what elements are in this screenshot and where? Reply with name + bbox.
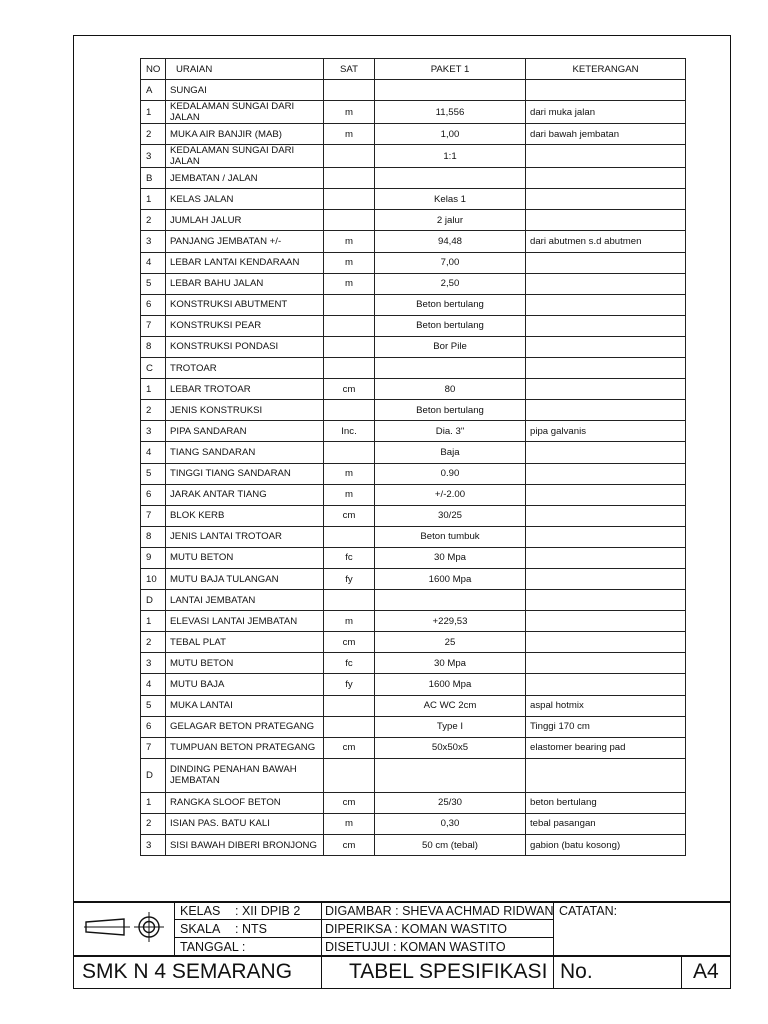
cell-paket: Bor Pile [375,336,526,357]
cell-sat [324,80,375,101]
cell-uraian: TROTOAR [166,358,324,379]
cell-paket: 1600 Mpa [375,674,526,695]
cell-keterangan [526,210,686,231]
cell-keterangan: dari abutmen s.d abutmen [526,231,686,252]
cell-uraian: KELAS JALAN [166,189,324,210]
cell-keterangan: dari bawah jembatan [526,124,686,145]
cell-keterangan [526,653,686,674]
diperiksa-field: DIPERIKSA : KOMAN WASTITO [325,922,507,936]
cell-uraian: TUMPUAN BETON PRATEGANG [166,737,324,758]
cell-keterangan [526,358,686,379]
cell-no: D [141,758,166,792]
cell-uraian: MUTU BETON [166,547,324,568]
cell-paket: Beton bertulang [375,400,526,421]
table-body [141,80,686,856]
cell-keterangan: aspal hotmix [526,695,686,716]
cell-no: 5 [141,695,166,716]
kelas-value: : XII DPIB 2 [235,904,301,918]
cell-paket: 1600 Mpa [375,568,526,589]
cell-uraian: LEBAR TROTOAR [166,379,324,400]
cell-paket: 50 cm (tebal) [375,835,526,856]
cell-paket: 25/30 [375,792,526,813]
cell-paket: 2,50 [375,273,526,294]
table-row [141,294,686,315]
cell-sat [324,695,375,716]
cell-keterangan [526,145,686,168]
cell-uraian: RANGKA SLOOF BETON [166,792,324,813]
cell-sat: cm [324,379,375,400]
cell-keterangan [526,189,686,210]
cell-no: B [141,168,166,189]
cell-paket: 30 Mpa [375,653,526,674]
cell-sat [324,189,375,210]
table-row [141,653,686,674]
table-row [141,484,686,505]
cell-uraian: MUTU BAJA TULANGAN [166,568,324,589]
cell-paket [375,590,526,611]
cell-paket: 30 Mpa [375,547,526,568]
cell-no: 2 [141,400,166,421]
table-row [141,231,686,252]
disetujui-field: DISETUJUI : KOMAN WASTITO [325,940,506,954]
cell-paket: 11,556 [375,101,526,124]
cell-sat [324,168,375,189]
cell-keterangan [526,315,686,336]
cell-keterangan [526,273,686,294]
cell-paket: Kelas 1 [375,189,526,210]
cell-no: 3 [141,421,166,442]
table-row [141,336,686,357]
cell-paket: 0.90 [375,463,526,484]
table-row [141,124,686,145]
cell-paket: 80 [375,379,526,400]
cell-uraian: MUKA AIR BANJIR (MAB) [166,124,324,145]
table-row [141,168,686,189]
projection-symbol-icon [84,909,164,945]
cell-no: 2 [141,124,166,145]
cell-paket: 30/25 [375,505,526,526]
cell-uraian: TINGGI TIANG SANDARAN [166,463,324,484]
table-row [141,145,686,168]
cell-keterangan [526,168,686,189]
cell-no: 1 [141,611,166,632]
table-row [141,758,686,792]
cell-uraian: MUTU BAJA [166,674,324,695]
cell-no: 1 [141,189,166,210]
cell-paket: Beton tumbuk [375,526,526,547]
table-row [141,792,686,813]
cell-no: C [141,358,166,379]
cell-paket: Type I [375,716,526,737]
cell-paket: AC WC 2cm [375,695,526,716]
cell-keterangan [526,674,686,695]
table-row [141,526,686,547]
cell-uraian: LEBAR LANTAI KENDARAAN [166,252,324,273]
cell-sat: m [324,252,375,273]
title-block-mid-line [73,955,731,957]
cell-sat: m [324,484,375,505]
cell-no: 10 [141,568,166,589]
sheet-size: A4 [693,960,719,983]
cell-sat: m [324,273,375,294]
table-row [141,101,686,124]
cell-sat: m [324,463,375,484]
cell-paket: 2 jalur [375,210,526,231]
cell-keterangan [526,568,686,589]
cell-uraian: MUTU BETON [166,653,324,674]
table-row [141,210,686,231]
cell-sat: m [324,101,375,124]
cell-uraian: JUMLAH JALUR [166,210,324,231]
table-row [141,273,686,294]
cell-keterangan [526,80,686,101]
cell-keterangan [526,526,686,547]
cell-keterangan: beton bertulang [526,792,686,813]
cell-sat: cm [324,505,375,526]
cell-uraian: PANJANG JEMBATAN +/- [166,231,324,252]
cell-sat: fy [324,674,375,695]
cell-uraian: TEBAL PLAT [166,632,324,653]
table-row [141,315,686,336]
cell-uraian: KONSTRUKSI PEAR [166,315,324,336]
table-row [141,547,686,568]
cell-sat: cm [324,835,375,856]
table-row [141,379,686,400]
kelas-label: KELAS [180,904,221,918]
catatan-label: CATATAN: [559,904,618,918]
tanggal-label: TANGGAL : [180,940,246,954]
cell-keterangan [526,336,686,357]
cell-no: 3 [141,145,166,168]
cell-keterangan [526,611,686,632]
cell-uraian: SISI BAWAH DIBERI BRONJONG [166,835,324,856]
cell-uraian: ISIAN PAS. BATU KALI [166,813,324,834]
table-row [141,442,686,463]
cell-sat [324,358,375,379]
cell-uraian: BLOK KERB [166,505,324,526]
table-row [141,674,686,695]
cell-uraian: TIANG SANDARAN [166,442,324,463]
cell-uraian: MUKA LANTAI [166,695,324,716]
cell-no: 6 [141,716,166,737]
cell-no: D [141,590,166,611]
cell-sat [324,442,375,463]
cell-sat: cm [324,792,375,813]
cell-uraian: PIPA SANDARAN [166,421,324,442]
drawing-title: TABEL SPESIFIKASI [349,960,548,983]
cell-paket [375,358,526,379]
cell-no: 9 [141,547,166,568]
cell-keterangan [526,758,686,792]
cell-sat [324,526,375,547]
cell-no: 7 [141,315,166,336]
table-row [141,611,686,632]
cell-sat: m [324,813,375,834]
cell-uraian: KONSTRUKSI PONDASI [166,336,324,357]
cell-no: 5 [141,273,166,294]
header-no: NO [141,59,166,80]
digambar-field: DIGAMBAR : SHEVA ACHMAD RIDWAN [325,904,554,918]
cell-keterangan: tebal pasangan [526,813,686,834]
cell-paket [375,758,526,792]
cell-no: 8 [141,526,166,547]
cell-paket: 94,48 [375,231,526,252]
cell-uraian: JENIS KONSTRUKSI [166,400,324,421]
cell-paket [375,168,526,189]
cell-paket: 25 [375,632,526,653]
cell-no: 2 [141,632,166,653]
cell-keterangan [526,505,686,526]
skala-label: SKALA [180,922,221,936]
table-row [141,632,686,653]
cell-sat: cm [324,632,375,653]
cell-keterangan [526,442,686,463]
cell-sat [324,758,375,792]
table-row [141,189,686,210]
cell-sat [324,336,375,357]
cell-keterangan [526,294,686,315]
cell-uraian: JENIS LANTAI TROTOAR [166,526,324,547]
cell-no: 5 [141,463,166,484]
cell-uraian: DINDING PENAHAN BAWAH JEMBATAN [166,758,324,792]
cell-keterangan: gabion (batu kosong) [526,835,686,856]
title-block-row-line [174,937,553,938]
cell-keterangan: dari muka jalan [526,101,686,124]
cell-paket: 7,00 [375,252,526,273]
cell-keterangan [526,252,686,273]
cell-paket: Beton bertulang [375,294,526,315]
cell-no: 4 [141,252,166,273]
cell-keterangan [526,547,686,568]
table-row [141,505,686,526]
cell-paket: Dia. 3" [375,421,526,442]
cell-no: 3 [141,231,166,252]
table-row [141,568,686,589]
cell-uraian: GELAGAR BETON PRATEGANG [166,716,324,737]
cell-sat [324,315,375,336]
cell-paket: Baja [375,442,526,463]
cell-keterangan: elastomer bearing pad [526,737,686,758]
cell-keterangan: Tinggi 170 cm [526,716,686,737]
school-name: SMK N 4 SEMARANG [82,960,293,983]
cell-sat: Inc. [324,421,375,442]
cell-sat: fc [324,653,375,674]
cell-sat: cm [324,737,375,758]
cell-sat: m [324,231,375,252]
cell-no: 3 [141,653,166,674]
header-keterangan: KETERANGAN [526,59,686,80]
cell-paket: 1:1 [375,145,526,168]
table-row [141,358,686,379]
title-block-divider [681,955,682,989]
cell-sat [324,590,375,611]
table-row [141,590,686,611]
cell-sat [324,294,375,315]
header-sat: SAT [324,59,375,80]
cell-uraian: KONSTRUKSI ABUTMENT [166,294,324,315]
table-row [141,80,686,101]
cell-sat: fy [324,568,375,589]
table-row [141,695,686,716]
cell-paket: +/-2.00 [375,484,526,505]
cell-no: 3 [141,835,166,856]
table-row [141,252,686,273]
cell-no: 2 [141,813,166,834]
header-paket: PAKET 1 [375,59,526,80]
cell-keterangan [526,463,686,484]
cell-sat [324,210,375,231]
table-row [141,421,686,442]
cell-paket: 50x50x5 [375,737,526,758]
title-block-divider [174,901,175,955]
cell-paket: 1,00 [375,124,526,145]
cell-uraian: ELEVASI LANTAI JEMBATAN [166,611,324,632]
table-row [141,835,686,856]
cell-sat [324,716,375,737]
title-block-row-line [174,919,553,920]
cell-no: 7 [141,505,166,526]
cell-sat: m [324,611,375,632]
cell-keterangan: pipa galvanis [526,421,686,442]
table-row [141,463,686,484]
table-row [141,813,686,834]
skala-value: : NTS [235,922,267,936]
cell-keterangan [526,590,686,611]
cell-no: 4 [141,674,166,695]
table-header-row [141,59,686,80]
cell-no: A [141,80,166,101]
cell-no: 1 [141,101,166,124]
cell-no: 6 [141,294,166,315]
cell-uraian: JARAK ANTAR TIANG [166,484,324,505]
cell-sat [324,400,375,421]
specification-table [140,58,686,856]
cell-no: 2 [141,210,166,231]
cell-no: 6 [141,484,166,505]
sheet-number-label: No. [560,960,593,983]
cell-sat: fc [324,547,375,568]
table-row [141,737,686,758]
table-row [141,716,686,737]
cell-sat [324,145,375,168]
cell-keterangan [526,400,686,421]
header-uraian: URAIAN [166,59,324,80]
cell-no: 1 [141,379,166,400]
cell-paket: +229,53 [375,611,526,632]
cell-uraian: LANTAI JEMBATAN [166,590,324,611]
cell-uraian: KEDALAMAN SUNGAI DARI JALAN [166,101,324,124]
cell-paket: Beton bertulang [375,315,526,336]
cell-uraian: SUNGAI [166,80,324,101]
cell-sat: m [324,124,375,145]
table-row [141,400,686,421]
cell-keterangan [526,484,686,505]
cell-no: 1 [141,792,166,813]
title-block-top-line [73,901,731,903]
cell-paket: 0,30 [375,813,526,834]
cell-uraian: KEDALAMAN SUNGAI DARI JALAN [166,145,324,168]
title-block-divider [321,901,322,989]
cell-no: 4 [141,442,166,463]
cell-keterangan [526,379,686,400]
cell-uraian: LEBAR BAHU JALAN [166,273,324,294]
cell-paket [375,80,526,101]
cell-uraian: JEMBATAN / JALAN [166,168,324,189]
cell-no: 7 [141,737,166,758]
cell-no: 8 [141,336,166,357]
cell-keterangan [526,632,686,653]
